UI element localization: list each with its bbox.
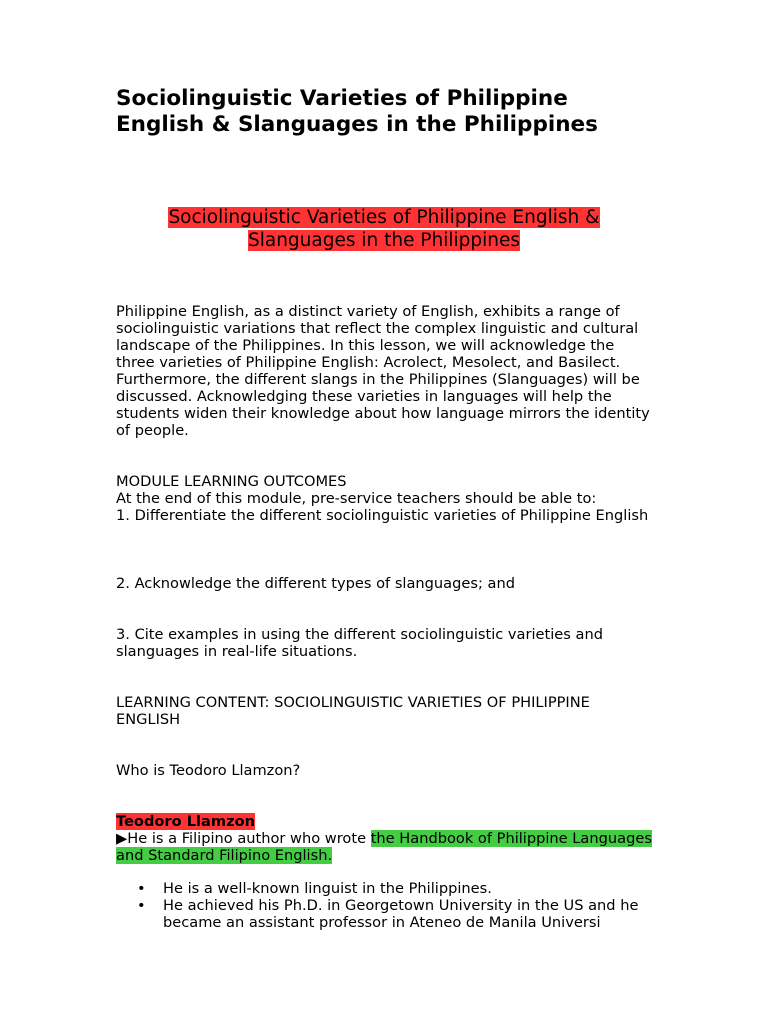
list-item-text: He achieved his Ph.D. in Georgetown University in the US and he became an assistant professor in Ateneo de Manila Universi bbox=[163, 897, 639, 931]
highlighted-subtitle bbox=[116, 206, 652, 252]
list-item-text: He is a well-known linguist in the Philippines. bbox=[163, 880, 492, 897]
bullet-list bbox=[116, 880, 652, 931]
outcome-3: 3. Cite examples in using the different sociolinguistic varieties and slanguages in real-life situations. bbox=[116, 626, 603, 660]
intro-paragraph: Philippine English, as a distinct variety of English, exhibits a range of sociolinguistic variations that reflect the complex linguistic and cultural landscape of the Philippines. In this lesson, we will acknowledge the three varieties of Philippine English: Acrolect, Mesolect, and Basilect. Furthermore, the different slangs in the Philippines (Slanguages) will be discussed. Acknowledging these varieties in languages will help the students widen their knowledge about how language mirrors the identity of people. bbox=[116, 303, 650, 439]
outcomes-section bbox=[116, 473, 652, 524]
outcome-1: 1. Differentiate the different sociolinguistic varieties of Philippine English bbox=[116, 507, 649, 524]
list-item bbox=[116, 880, 652, 897]
outcomes-lead: At the end of this module, pre-service teachers should be able to: bbox=[116, 490, 597, 507]
bullet-icon: • bbox=[137, 880, 146, 897]
outcome-2: 2. Acknowledge the different types of slanguages; and bbox=[116, 575, 515, 592]
person-desc-highlight: the Handbook of Philippine Languages and Standard Filipino English. bbox=[116, 830, 652, 864]
subtitle-text: Sociolinguistic Varieties of Philippine English & Slanguages in the Philippines bbox=[168, 207, 600, 251]
person-description bbox=[116, 830, 652, 864]
document-title: Sociolinguistic Varieties of Philippine English & Slanguages in the Philippines bbox=[116, 86, 598, 137]
bullet-icon: • bbox=[137, 897, 146, 914]
list-item bbox=[116, 897, 652, 931]
person-name: Teodoro Llamzon bbox=[116, 813, 255, 830]
person-section bbox=[116, 813, 652, 864]
person-desc-prefix: ▶He is a Filipino author who wrote bbox=[116, 830, 371, 847]
learning-content-heading: LEARNING CONTENT: SOCIOLINGUISTIC VARIETIES OF PHILIPPINE ENGLISH bbox=[116, 694, 590, 728]
outcomes-heading: MODULE LEARNING OUTCOMES bbox=[116, 473, 347, 490]
question-text: Who is Teodoro Llamzon? bbox=[116, 762, 301, 779]
